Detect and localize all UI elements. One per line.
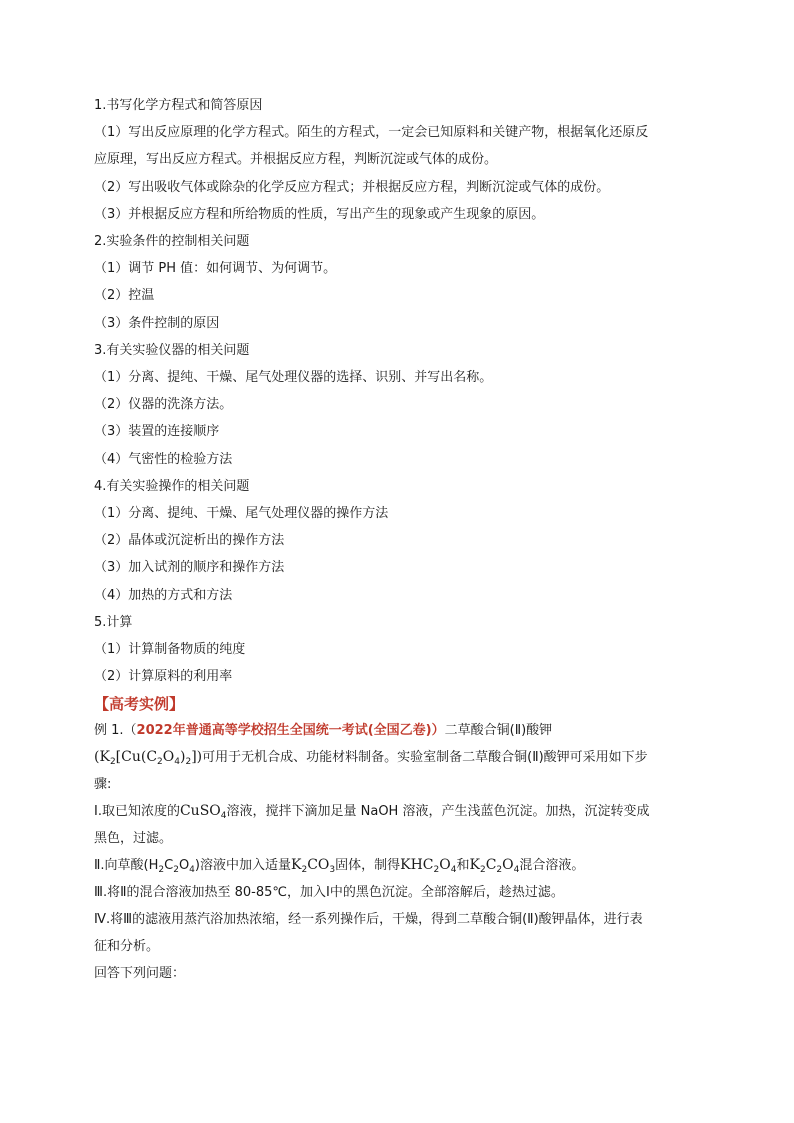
formula-tail: 可用于无机合成、功能材料制备。实验室制备二草酸合铜(Ⅱ)酸钾可采用如下步 bbox=[202, 750, 648, 766]
outline-item: （3）并根据反应方程和所给物质的性质，写出产生的现象或产生现象的原因。 bbox=[94, 206, 545, 222]
outline-item: （4）气密性的检验方法 bbox=[94, 451, 233, 467]
example-intro: 二草酸合铜(Ⅱ)酸钾 bbox=[444, 723, 553, 739]
outline-item: （2）计算原料的利用率 bbox=[94, 669, 233, 685]
outline-heading-2: 2.实验条件的控制相关问题 bbox=[94, 234, 250, 250]
outline-item: （1）写出反应原理的化学方程式。陌生的方程式，一定会已知原料和关键产物，根据氧化还原反 bbox=[94, 125, 649, 141]
formula-sub: 4 bbox=[513, 865, 520, 876]
formula-sub: 2 bbox=[157, 757, 163, 768]
formula-sub: 4 bbox=[189, 865, 195, 876]
formula-sub: 2 bbox=[185, 757, 192, 768]
step-2-kk: K bbox=[469, 857, 480, 874]
example-source: 2022年普通高等学校招生全国统一考试(全国乙卷) bbox=[136, 723, 432, 739]
formula-sub: 2 bbox=[109, 757, 116, 768]
step-2-co: CO bbox=[307, 857, 330, 874]
outline-heading-4: 4.有关实验操作的相关问题 bbox=[94, 478, 250, 494]
step-3: Ⅲ.将Ⅱ的混合溶液加热至 80-85℃，加入Ⅰ中的黑色沉淀。全部溶解后，趁热过滤。 bbox=[94, 885, 564, 901]
step-4-cont: 征和分析。 bbox=[94, 939, 160, 955]
outline-heading-3: 3.有关实验仪器的相关问题 bbox=[94, 342, 250, 358]
formula-open: ( bbox=[94, 749, 100, 766]
example-title-line bbox=[94, 717, 704, 744]
step-2-khco: O bbox=[439, 857, 451, 874]
formula-sub: 2 bbox=[479, 865, 486, 876]
document-page bbox=[94, 92, 704, 987]
step-2 bbox=[94, 852, 704, 879]
step-1-cuso: CuSO bbox=[179, 803, 221, 820]
formula-sub: 2 bbox=[496, 865, 503, 876]
example-prefix: 例 1.（ bbox=[94, 723, 137, 739]
step-2-ko: O bbox=[502, 857, 514, 874]
outline-item: 应原理，写出反应方程式。并根据反应方程，判断沉淀或气体的成份。 bbox=[94, 152, 498, 168]
formula-k: K bbox=[99, 749, 110, 766]
outline-item: （3）加入试剂的顺序和操作方法 bbox=[94, 560, 285, 576]
outline-list bbox=[94, 92, 704, 690]
step-2-k: K bbox=[290, 857, 302, 874]
step-2-khc: KHC bbox=[400, 857, 434, 874]
formula-close: ]) bbox=[191, 749, 203, 766]
formula-mid: [Cu(C bbox=[115, 749, 158, 766]
step-2-text-b: )溶液中加入适量 bbox=[194, 858, 291, 874]
formula-sub: 2 bbox=[301, 865, 308, 876]
outline-item: （1）分离、提纯、干燥、尾气处理仪器的操作方法 bbox=[94, 506, 389, 522]
formula-sub: 2 bbox=[173, 865, 179, 876]
step-1-text: Ⅰ.取已知浓度的 bbox=[94, 804, 180, 820]
formula-line bbox=[94, 744, 704, 771]
outline-item: （1）计算制备物质的纯度 bbox=[94, 642, 246, 658]
formula-sub: 2 bbox=[433, 865, 440, 876]
step-2-text: Ⅱ.向草酸(H bbox=[94, 858, 159, 874]
formula-sub: 2 bbox=[158, 865, 165, 876]
formula-sub: 4 bbox=[220, 811, 227, 822]
step-1 bbox=[94, 798, 704, 825]
outline-item: （3）装置的连接顺序 bbox=[94, 424, 220, 440]
step-1-cont: 黑色，过滤。 bbox=[94, 831, 173, 847]
step-4: Ⅳ.将Ⅲ的滤液用蒸汽浴加热浓缩，经一系列操作后，干燥，得到二草酸合铜(Ⅱ)酸钾晶体，进行表 bbox=[94, 912, 643, 928]
step-1-text-b: 溶液，搅拌下滴加足量 NaOH 溶液，产生浅蓝色沉淀。加热，沉淀转变成 bbox=[226, 804, 650, 820]
outline-item: （1）分离、提纯、干燥、尾气处理仪器的选择、识别、并写出名称。 bbox=[94, 370, 493, 386]
section-heading: 【高考实例】 bbox=[94, 695, 185, 714]
step-2-c: C bbox=[164, 858, 174, 874]
step-2-and: 和 bbox=[456, 858, 470, 874]
step-2-kc: C bbox=[485, 857, 497, 874]
outline-heading-5: 5.计算 bbox=[94, 614, 133, 630]
outline-item: （3）条件控制的原因 bbox=[94, 315, 220, 331]
outline-item: （4）加热的方式和方法 bbox=[94, 587, 233, 603]
formula-sub: 4 bbox=[174, 757, 180, 768]
outline-item: （2）写出吸收气体或除杂的化学反应方程式；并根据反应方程，判断沉淀或气体的成份。 bbox=[94, 179, 610, 195]
outline-item: （1）调节 PH 值：如何调节、为何调节。 bbox=[94, 261, 337, 277]
formula-sub: 3 bbox=[329, 865, 336, 876]
outline-item: （2）仪器的洗涤方法。 bbox=[94, 397, 233, 413]
formula-tail-2: 骤: bbox=[94, 777, 112, 793]
outline-item: （2）控温 bbox=[94, 288, 155, 304]
formula-sub: 4 bbox=[450, 865, 457, 876]
step-2-end: 混合溶液。 bbox=[519, 858, 585, 874]
example-source-close: ） bbox=[431, 723, 445, 739]
step-2-mid: 固体，制得 bbox=[335, 858, 401, 874]
formula-o: O bbox=[162, 749, 175, 766]
formula-end: ) bbox=[180, 749, 186, 766]
answer-prompt: 回答下列问题： bbox=[94, 966, 186, 982]
outline-item: （2）晶体或沉淀析出的操作方法 bbox=[94, 533, 285, 549]
step-2-o: O bbox=[178, 858, 190, 874]
example-block bbox=[94, 717, 704, 987]
outline-heading-1: 1.书写化学方程式和简答原因 bbox=[94, 98, 263, 113]
